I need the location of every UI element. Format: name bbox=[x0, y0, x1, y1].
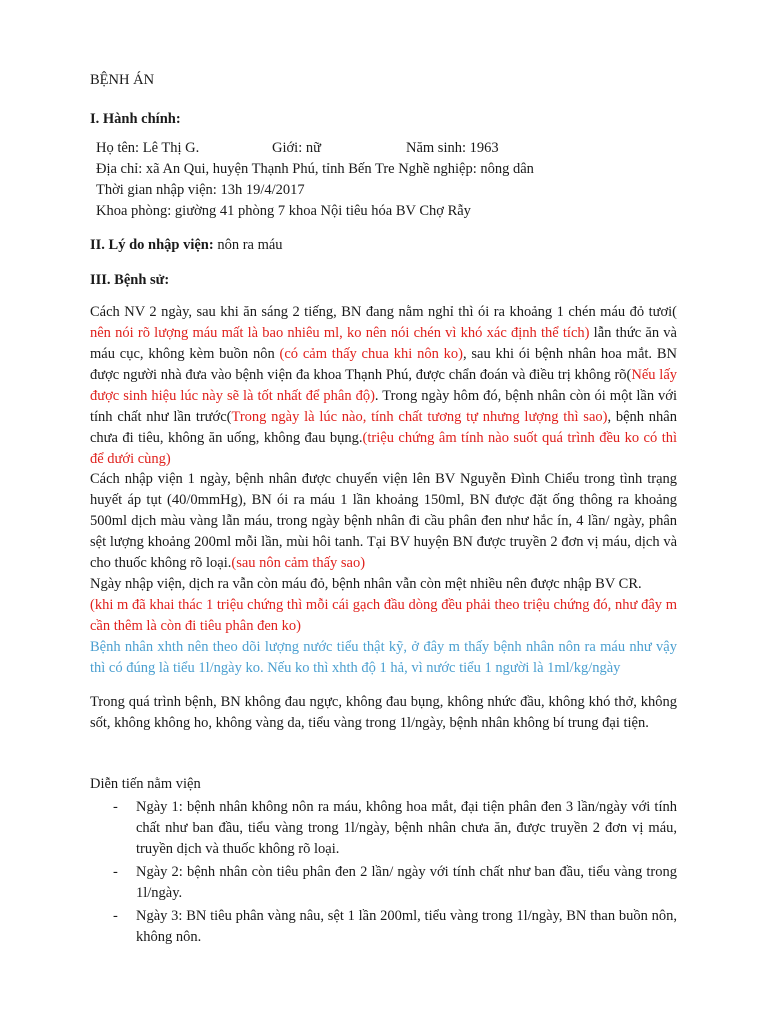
list-dash: - bbox=[113, 799, 118, 815]
evolution-title: Diễn tiến nằm viện bbox=[90, 776, 201, 792]
evolution-item-text: Ngày 1: bệnh nhân không nôn ra máu, không hoa mắt, đại tiện phân đen 3 lần/ngày với tính chất như ban đầu, tiểu vàng trong 1l/ngày, bệnh nhân chưa ăn, được truyền 2 đơn vị máu, truyền dịch và thuốc không rõ loại. bbox=[136, 799, 677, 857]
patient-name: Họ tên: Lê Thị G. bbox=[96, 140, 200, 156]
evolution-item-text: Ngày 3: BN tiêu phân vàng nâu, sệt 1 lần 200ml, tiểu vàng trong 1l/ngày, BN than buồn nôn, không nôn. bbox=[136, 908, 677, 945]
evolution-item bbox=[90, 797, 677, 860]
list-dash: - bbox=[113, 908, 118, 924]
evolution-item bbox=[90, 862, 677, 904]
p1-run: (triệu chứng âm tính nào suốt quá trình đều ko có thì để dưới cùng) bbox=[90, 430, 677, 467]
admission-reason bbox=[90, 237, 283, 254]
section-heading-history: III. Bệnh sử: bbox=[90, 272, 170, 288]
patient-birth-year: Năm sinh: 1963 bbox=[406, 140, 499, 156]
section-heading-administrative: I. Hành chính: bbox=[90, 111, 181, 127]
negative-symptoms-paragraph: Trong quá trình bệnh, BN không đau ngực, không đau bụng, không nhức đầu, không khó thở, không sốt, không không ho, không vàng da, tiểu vàng trong 1l/ngày, bệnh nhân không bí trung đại tiện. bbox=[90, 694, 677, 731]
patient-address: Địa chỉ: xã An Qui, huyện Thạnh Phú, tỉnh Bến Tre Nghề nghiệp: nông dân bbox=[96, 161, 534, 177]
p1-run: Trong ngày là lúc nào, tính chất tương tự nhưng lượng thì sao) bbox=[231, 409, 608, 425]
reason-text: nôn ra máu bbox=[213, 237, 283, 253]
evolution-item-text: Ngày 2: bệnh nhân còn tiêu phân đen 2 lần/ ngày với tính chất như ban đầu, tiểu vàng trong 1l/ngày. bbox=[136, 864, 677, 901]
p2-run: Cách nhập viện 1 ngày, bệnh nhân được chuyển viện lên BV Nguyễn Đình Chiểu trong tình trạng huyết áp tụt (40/0mmHg), BN ói ra máu 1 lần khoảng 150ml, BN được đặt ống thông ra khoảng 500ml dịch màu vàng lẫn máu, trong ngày bệnh nhân đi cầu phân đen như hắc ín, 4 lần/ ngày, phân sệt lượng khoảng 200ml mỗi lần, mùi hôi tanh. Tại BV huyện BN được truyền 2 đơn vị máu, dịch và cho thuốc không rõ loại. bbox=[90, 471, 677, 571]
p1-run: (có cảm thấy chua khi nôn ko) bbox=[279, 346, 463, 362]
p1-run: nên nói rõ lượng máu mất là bao nhiêu ml, ko nên nói chén vì khó xác định thể tích) bbox=[90, 325, 590, 341]
history-paragraph-3 bbox=[90, 574, 677, 595]
admission-time: Thời gian nhập viện: 13h 19/4/2017 bbox=[96, 182, 305, 198]
history-paragraph-2 bbox=[90, 469, 677, 574]
department: Khoa phòng: giường 41 phòng 7 khoa Nội tiêu hóa BV Chợ Rẫy bbox=[96, 203, 471, 219]
list-dash: - bbox=[113, 864, 118, 880]
p1-run: Nếu lấy được sinh hiệu lúc này sẽ là tốt nhất để phân độ) bbox=[90, 367, 677, 404]
p2-run: (sau nôn cảm thấy sao) bbox=[231, 555, 366, 571]
p1-run: , bệnh nhân chưa đi tiêu, không ăn uống, không đau bụng. bbox=[90, 409, 677, 446]
p1-run: . Trong ngày hôm đó, bệnh nhân còn ói một lần với tính chất như lần trước( bbox=[90, 388, 678, 425]
p1-run: Cách NV 2 ngày, sau khi ăn sáng 2 tiếng, BN đang nằm nghỉ thì ói ra khoảng 1 chén máu đỏ tươi( bbox=[90, 304, 677, 320]
instructor-note-red: (khi m đã khai thác 1 triệu chứng thì mỗi cái gạch đầu dòng đều phải theo triệu chứng đó, như đây m cần thêm là còn đi tiêu phân đen ko) bbox=[90, 597, 677, 634]
document-title: BỆNH ÁN bbox=[90, 72, 155, 88]
p3-run: Ngày nhập viện, dịch ra vẫn còn máu đỏ, bệnh nhân vẫn còn mệt nhiều nên được nhập BV CR. bbox=[90, 576, 642, 592]
p1-run: , sau khi ói bệnh nhân hoa mắt. BN được người nhà đưa vào bệnh viện đa khoa Thạnh Phú, được chẩn đoán và điều trị không rõ( bbox=[90, 346, 677, 383]
instructor-note-blue: Bệnh nhân xhth nên theo dõi lượng nước tiểu thật kỹ, ở đây m thấy bệnh nhân nôn ra máu như vậy thì có đúng là tiểu 1l/ngày ko. Nếu ko thì xhth độ 1 hả, vì nước tiểu 1 người là 1ml/kg/ngày bbox=[90, 639, 677, 676]
p1-run: lẫn thức ăn và máu cục, không kèm buồn nôn bbox=[90, 325, 677, 362]
history-paragraph-1 bbox=[90, 302, 677, 470]
evolution-item bbox=[90, 906, 677, 948]
section-heading-reason: II. Lý do nhập viện: bbox=[90, 237, 214, 253]
patient-gender: Giới: nữ bbox=[272, 140, 321, 156]
evolution-list bbox=[90, 797, 677, 950]
